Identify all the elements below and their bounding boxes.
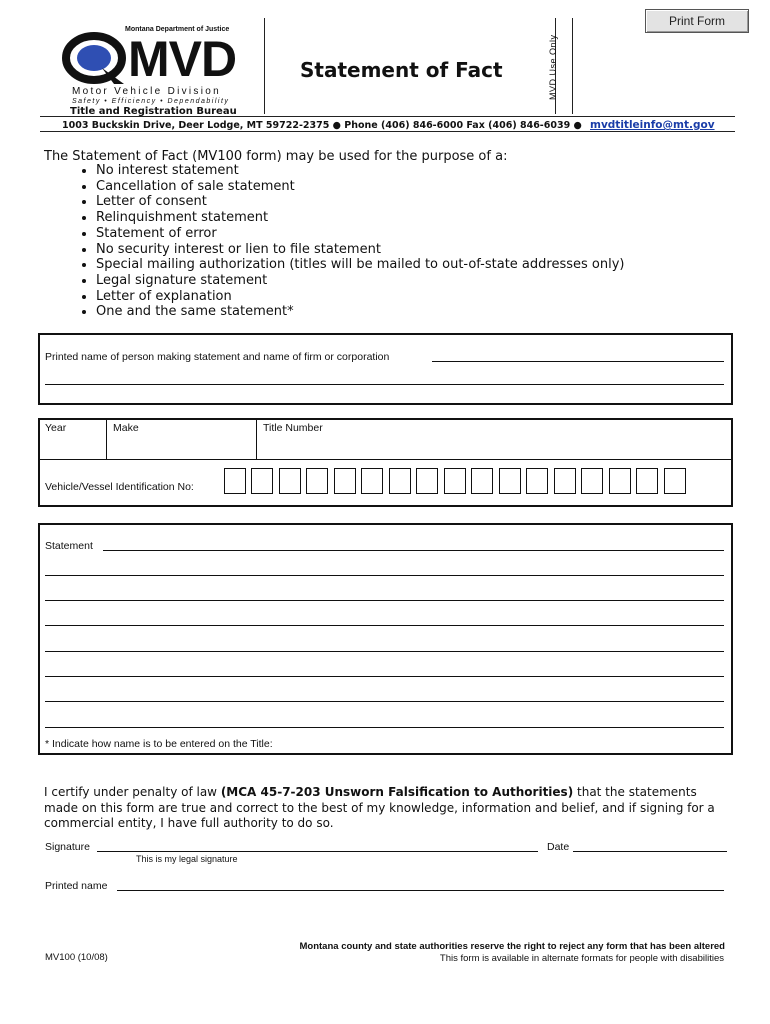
make-field[interactable] [110, 437, 254, 457]
list-item: • No interest statement [96, 163, 624, 179]
statement-footnote: * Indicate how name is to be entered on the Title: [45, 738, 273, 750]
form-id: MV100 (10/08) [45, 952, 108, 963]
page-title: Statement of Fact [300, 58, 503, 82]
dept-label: Montana Department of Justice [125, 26, 230, 33]
statement-line[interactable] [45, 575, 724, 576]
vin-cell[interactable] [664, 468, 686, 494]
date-label: Date [547, 841, 570, 853]
alteration-notice: Montana county and state authorities reserve the right to reject any form that has been altered [299, 941, 725, 952]
list-item: • Cancellation of sale statement [96, 179, 624, 195]
header-vline-far [572, 18, 573, 114]
vin-label: Vehicle/Vessel Identification No: [45, 481, 194, 493]
name-label: Printed name of person making statement and name of firm or corporation [45, 351, 390, 363]
vehicle-row-divider [40, 459, 731, 460]
vin-cell[interactable] [306, 468, 328, 494]
statement-box [38, 523, 733, 755]
print-form-button[interactable]: Print Form [645, 9, 749, 33]
list-item: • Relinquishment statement [96, 210, 624, 226]
vin-cell[interactable] [636, 468, 658, 494]
tagline: Safety • Efficiency • Dependability [72, 98, 230, 105]
vin-cell[interactable] [581, 468, 603, 494]
list-item: • Special mailing authorization (titles will be mailed to out-of-state addresses only) [96, 257, 624, 273]
vin-cell[interactable] [554, 468, 576, 494]
list-item: • Statement of error [96, 226, 624, 242]
list-item: • Letter of explanation [96, 289, 624, 305]
certification-text [44, 785, 734, 832]
vin-cell[interactable] [499, 468, 521, 494]
name-field-line-2[interactable] [45, 384, 724, 385]
intro-text: The Statement of Fact (MV100 form) may be used for the purpose of a: [44, 149, 508, 164]
vin-cell[interactable] [526, 468, 548, 494]
header-vline-left [264, 18, 265, 114]
vin-cell[interactable] [416, 468, 438, 494]
vin-cell[interactable] [444, 468, 466, 494]
signature-label: Signature [45, 841, 90, 853]
mvd-logo [60, 26, 250, 118]
certification-pre: I certify under penalty of law [44, 785, 221, 799]
name-box [38, 333, 733, 405]
signature-field[interactable] [97, 851, 538, 852]
list-item: • Letter of consent [96, 194, 624, 210]
vin-cell[interactable] [251, 468, 273, 494]
email-link[interactable]: mvdtitleinfo@mt.gov [590, 119, 715, 131]
name-field-line-1[interactable] [432, 361, 724, 362]
division-label: Motor Vehicle Division [72, 86, 221, 97]
vin-cell[interactable] [389, 468, 411, 494]
title-number-field[interactable] [260, 437, 728, 457]
statement-line[interactable] [45, 676, 724, 677]
statement-line[interactable] [45, 651, 724, 652]
vin-cell[interactable] [224, 468, 246, 494]
vin-cell[interactable] [334, 468, 356, 494]
vin-cell[interactable] [361, 468, 383, 494]
list-item: • Legal signature statement [96, 273, 624, 289]
make-label: Make [113, 422, 139, 434]
alternate-formats-notice: This form is available in alternate formats for people with disabilities [439, 953, 724, 964]
bureau-label: Title and Registration Bureau [70, 106, 237, 117]
vehicle-col-divider-1 [106, 420, 107, 459]
mvd-swoosh-icon [62, 28, 132, 88]
year-label: Year [45, 422, 67, 434]
statement-line[interactable] [45, 625, 724, 626]
header-divider-bottom [40, 131, 735, 132]
address-line: 1003 Buckskin Drive, Deer Lodge, MT 59722-2375 ● Phone (406) 846-6000 Fax (406) 846-6039 ● [62, 120, 582, 131]
vin-cell[interactable] [279, 468, 301, 494]
list-item: • One and the same statement* [96, 304, 624, 320]
certification-statute: (MCA 45-7-203 Unsworn Falsification to Authorities) [220, 785, 574, 799]
printed-name-field[interactable] [117, 890, 724, 891]
vin-cell[interactable] [471, 468, 493, 494]
mvd-use-only-label: MVD Use Only [548, 34, 558, 100]
printed-name-label: Printed name [45, 880, 108, 892]
date-field[interactable] [573, 851, 727, 852]
signature-sublabel: This is my legal signature [136, 854, 238, 864]
vehicle-col-divider-2 [256, 420, 257, 459]
list-item: • No security interest or lien to file statement [96, 242, 624, 258]
statement-line[interactable] [45, 727, 724, 728]
logo-text: MVD [128, 31, 237, 87]
year-field[interactable] [42, 437, 104, 457]
statement-label: Statement [45, 540, 93, 552]
title-number-label: Title Number [263, 422, 323, 434]
statement-line[interactable] [103, 550, 724, 551]
header-divider-top [40, 116, 735, 117]
statement-line[interactable] [45, 701, 724, 702]
statement-line[interactable] [45, 600, 724, 601]
vin-cell[interactable] [609, 468, 631, 494]
purpose-list [74, 163, 624, 320]
certification-post: that the statements made on this form are true and correct to the best of my knowledge, information and belief, and if signing for a commercial entity, I have full authority to do so. [44, 785, 715, 830]
